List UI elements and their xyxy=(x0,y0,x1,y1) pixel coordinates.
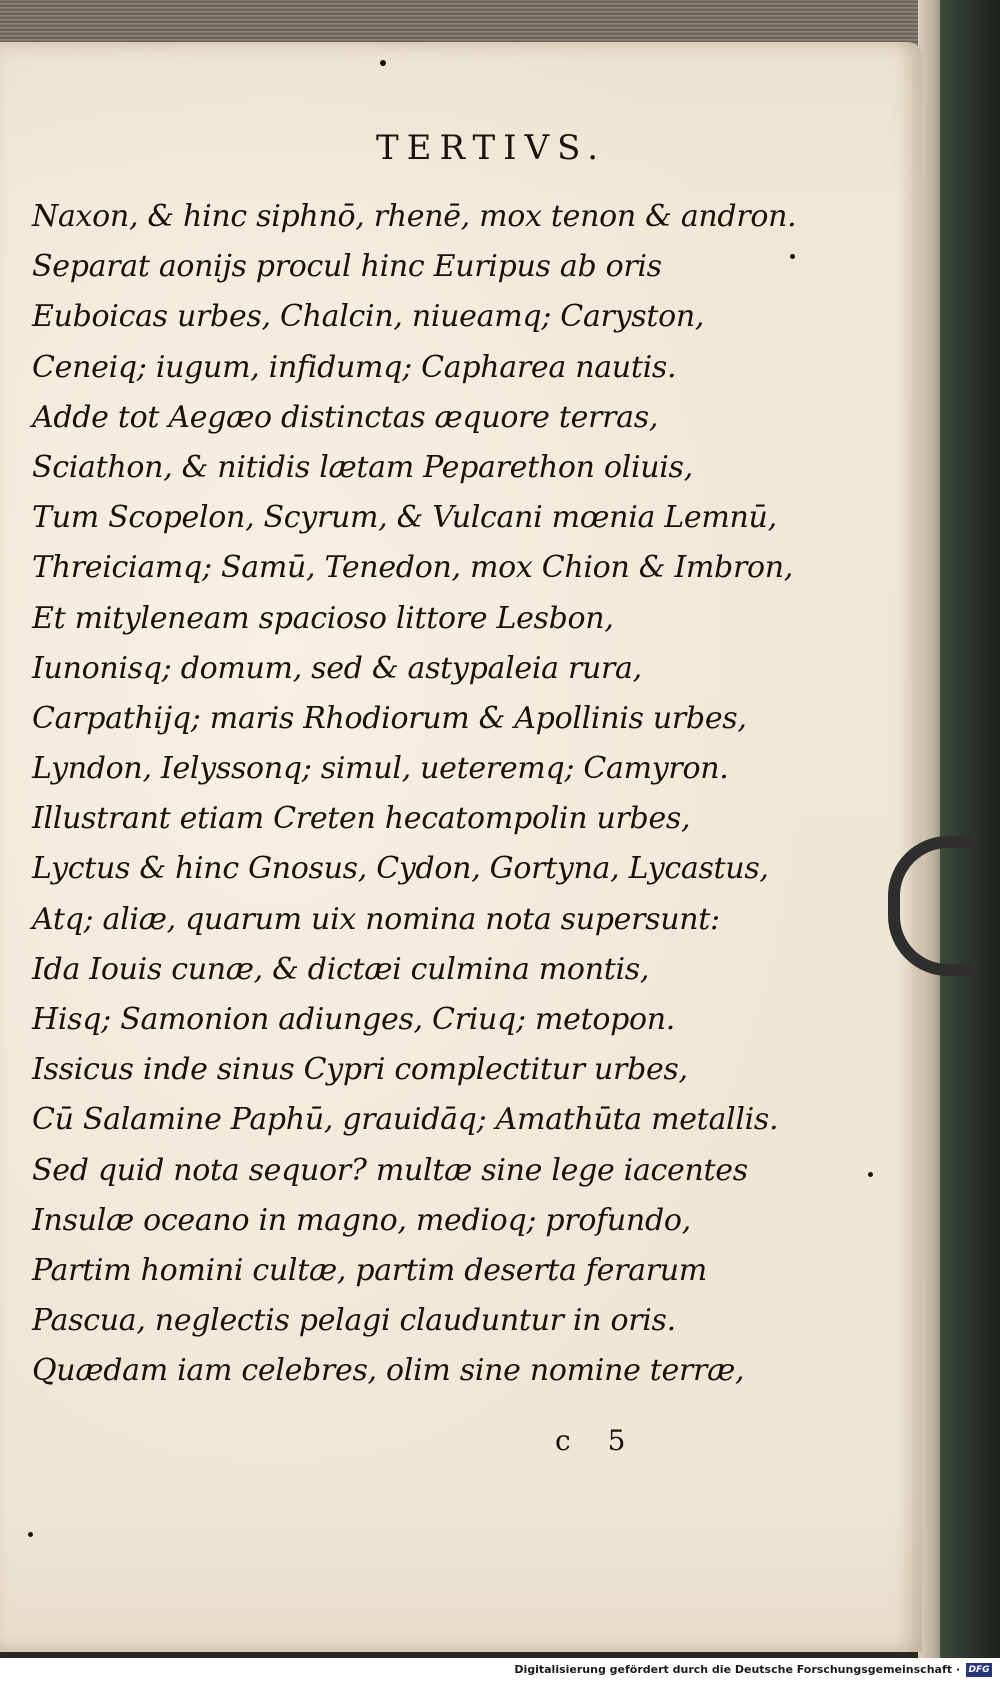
verse-line: Tum Scopelon, Scyrum, & Vulcani mœnia Lemnū, xyxy=(32,500,777,536)
verse-line: Sciathon, & nitidis lætam Peparethon oliuis, xyxy=(32,449,693,485)
book-cover xyxy=(940,0,1000,1658)
verse-text xyxy=(32,192,797,1397)
verse-line: Cū Salamine Paphū, grauidāq; Amathūta metallis. xyxy=(32,1102,779,1138)
running-header: TERTIVS. xyxy=(375,128,607,168)
verse-line: Atq; aliæ, quarum uix nomina nota supersunt: xyxy=(32,901,720,937)
verse-line: Naxon, & hinc siphnō, rhenē, mox tenon & andron. xyxy=(32,199,797,234)
verse-line: Et mityleneam spacioso littore Lesbon, xyxy=(32,600,614,636)
book-page xyxy=(0,42,922,1652)
signature-mark: c 5 xyxy=(555,1424,626,1457)
dfg-logo: DFG xyxy=(966,1663,992,1677)
verse-line: Issicus inde sinus Cypri complectitur urbes, xyxy=(32,1052,688,1088)
verse-line: Ceneiq; iugum, infidumq; Capharea nautis. xyxy=(32,349,677,385)
verse-line: Carpathijq; maris Rhodiorum & Apollinis urbes, xyxy=(32,700,747,736)
verse-line: Ida Iouis cunæ, & dictæi culmina montis, xyxy=(32,951,650,987)
verse-line: Insulæ oceano in magno, medioq; profundo, xyxy=(32,1202,691,1238)
verse-line: Pascua, neglectis pelagi clauduntur in oris. xyxy=(32,1303,676,1339)
ink-speck xyxy=(28,1532,33,1537)
footer-bar xyxy=(0,1658,1000,1684)
verse-line: Sed quid nota sequor? multæ sine lege iacentes xyxy=(32,1152,748,1188)
ink-speck xyxy=(790,254,795,259)
verse-line: Illustrant etiam Creten hecatompolin urbes, xyxy=(32,801,691,837)
verse-line: Adde tot Aegæo distinctas æquore terras, xyxy=(32,399,659,435)
verse-line: Euboicas urbes, Chalcin, niueamq; Caryston, xyxy=(32,299,705,335)
verse-line: Quædam iam celebres, olim sine nomine terræ, xyxy=(32,1353,745,1389)
page-clip xyxy=(888,836,978,976)
funding-credit: Digitalisierung gefördert durch die Deutsche Forschungsgemeinschaft · xyxy=(514,1663,960,1676)
verse-line: Hisq; Samonion adiunges, Criuq; metopon. xyxy=(32,1002,676,1037)
verse-line: Lyctus & hinc Gnosus, Cydon, Gortyna, Lycastus, xyxy=(32,851,769,887)
verse-line: Separat aonijs procul hinc Euripus ab oris xyxy=(32,249,662,285)
verse-line: Threiciamq; Samū, Tenedon, mox Chion & Imbron, xyxy=(32,550,794,586)
verse-line: Lyndon, Ielyssonq; simul, ueteremq; Camyron. xyxy=(32,751,729,787)
verse-line: Partim homini cultæ, partim deserta ferarum xyxy=(32,1252,707,1288)
verse-line: Iunonisq; domum, sed & astypaleia rura, xyxy=(32,650,642,686)
ink-speck xyxy=(380,60,386,66)
ink-speck xyxy=(868,1172,873,1177)
